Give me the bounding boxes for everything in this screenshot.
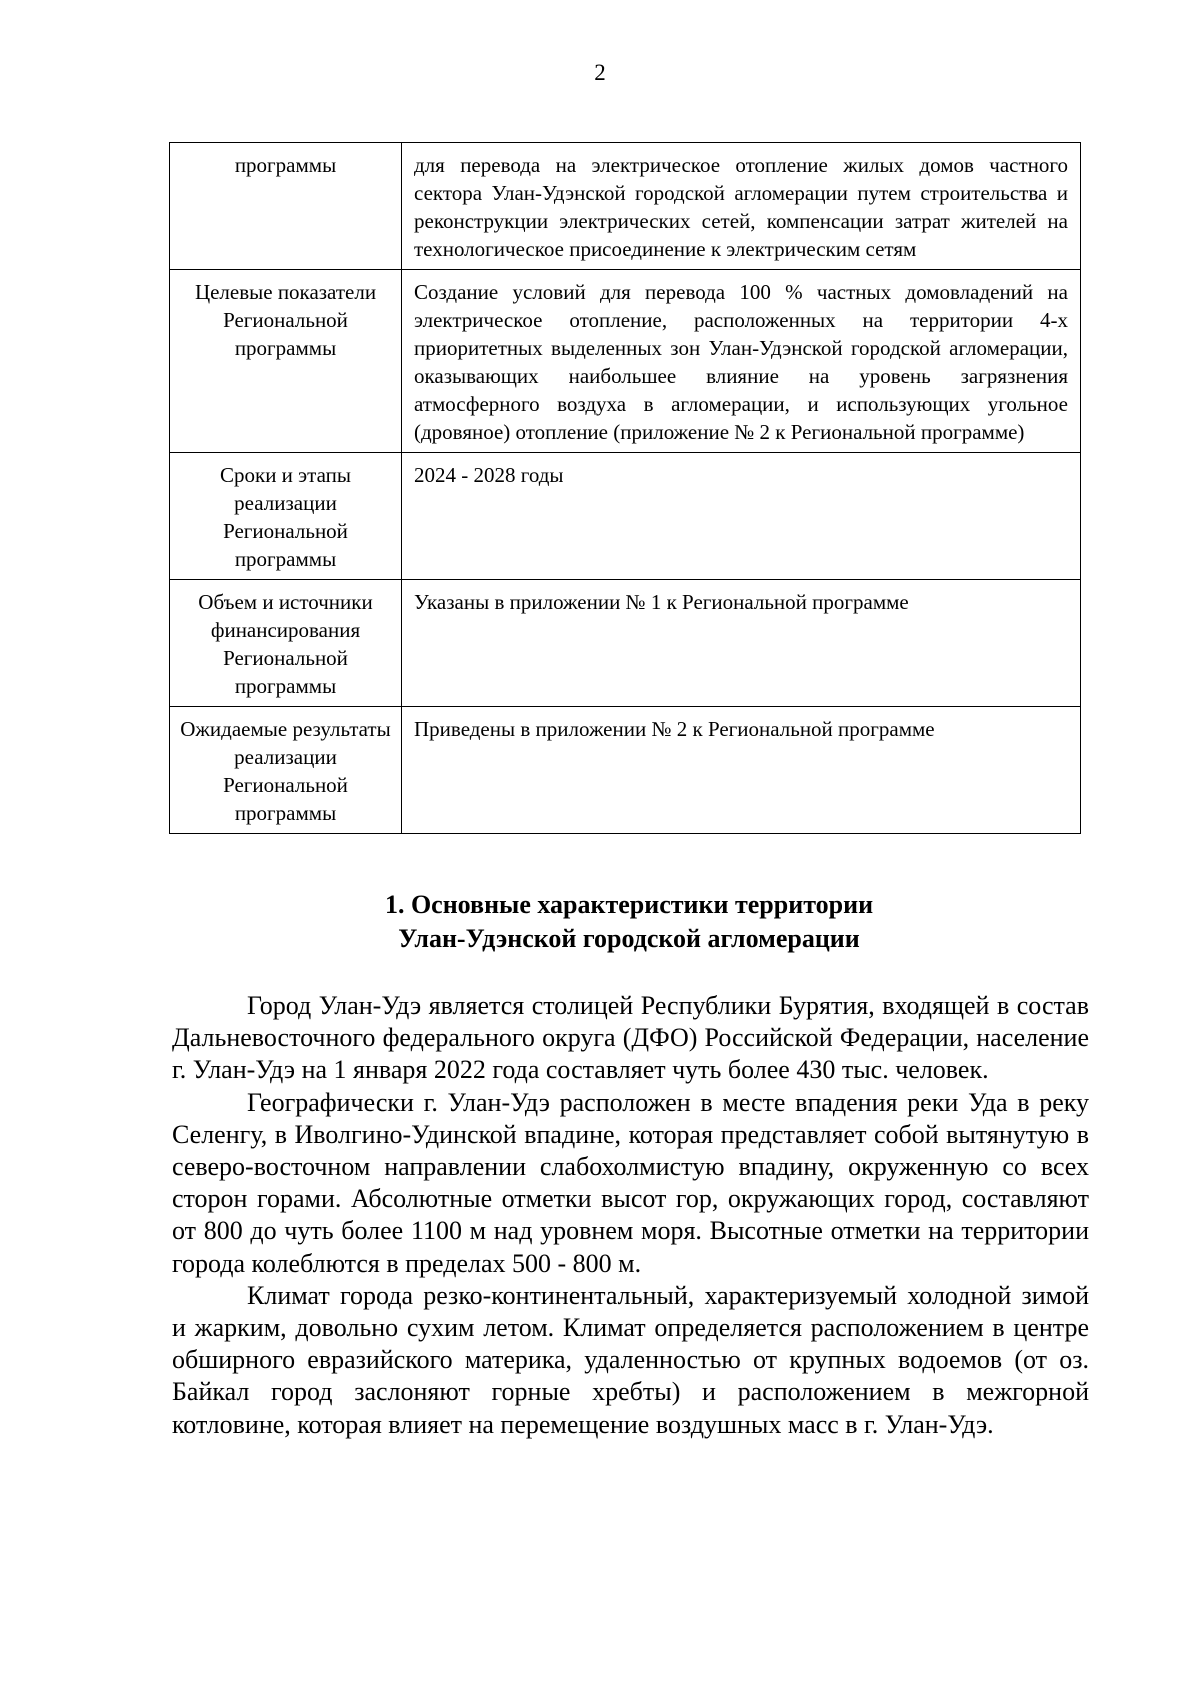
section-heading-line-2: Улан-Удэнской городской агломерации xyxy=(398,924,860,953)
row-label: программы xyxy=(170,143,402,270)
section-heading xyxy=(169,888,1089,956)
table-row xyxy=(170,580,1081,707)
paragraph: Климат города резко-континентальный, характеризуемый холодной зимой и жарким, довольно сухим летом. Климат определяется расположением в центре обширного евразийского материка, удаленностью от крупных водоемов (от оз. Байкал город заслоняют горные хребты) и расположением в межгорной котловине, которая влияет на перемещение воздушных масс в г. Улан-Удэ. xyxy=(172,1280,1089,1439)
row-value: Приведены в приложении № 2 к Региональной программе xyxy=(402,707,1081,834)
paragraph: Город Улан-Удэ является столицей Республики Бурятия, входящей в состав Дальневосточного федерального округа (ДФО) Российской Федерации, население г. Улан-Удэ на 1 января 2022 года составляет чуть более 430 тыс. человек. xyxy=(172,991,1089,1085)
section-heading-line-1: 1. Основные характеристики территории xyxy=(384,890,874,919)
row-value: Указаны в приложении № 1 к Региональной программе xyxy=(402,580,1081,707)
section-body xyxy=(172,990,1089,1441)
program-passport-table xyxy=(169,142,1081,834)
table-row xyxy=(170,143,1081,270)
row-label: Сроки и этапы реализации Региональной программы xyxy=(170,453,402,580)
row-value: Создание условий для перевода 100 % частных домовладений на электрическое отопление, расположенных на территории 4-х приоритетных выделенных зон Улан-Удэнской городской агломерации, оказывающих наибольшее влияние на уровень загрязнения атмосферного воздуха в агломерации, и использующих угольное (дровяное) отопление (приложение № 2 к Региональной программе) xyxy=(402,270,1081,453)
row-value: для перевода на электрическое отопление жилых домов частного сектора Улан-Удэнской городской агломерации путем строительства и реконструкции электрических сетей, компенсации затрат жителей на технологическое присоединение к электрическим сетям xyxy=(402,143,1081,270)
table-row xyxy=(170,453,1081,580)
page-number: 2 xyxy=(594,60,606,85)
row-label: Целевые показатели Региональной программы xyxy=(170,270,402,453)
row-value: 2024 - 2028 годы xyxy=(402,453,1081,580)
row-label: Ожидаемые результаты реализации Региональной программы xyxy=(170,707,402,834)
paragraph: Географически г. Улан-Удэ расположен в месте впадения реки Уда в реку Селенгу, в Иволгино-Удинской впадине, которая представляет собой вытянутую в северо-восточном направлении слабохолмистую впадину, окруженную со всех сторон горами. Абсолютные отметки высот гор, окружающих город, составляют от 800 до чуть более 1100 м над уровнем моря. Высотные отметки на территории города колеблются в пределах 500 - 800 м. xyxy=(172,1087,1089,1278)
table-row xyxy=(170,707,1081,834)
table-row xyxy=(170,270,1081,453)
row-label: Объем и источники финансирования Региональной программы xyxy=(170,580,402,707)
